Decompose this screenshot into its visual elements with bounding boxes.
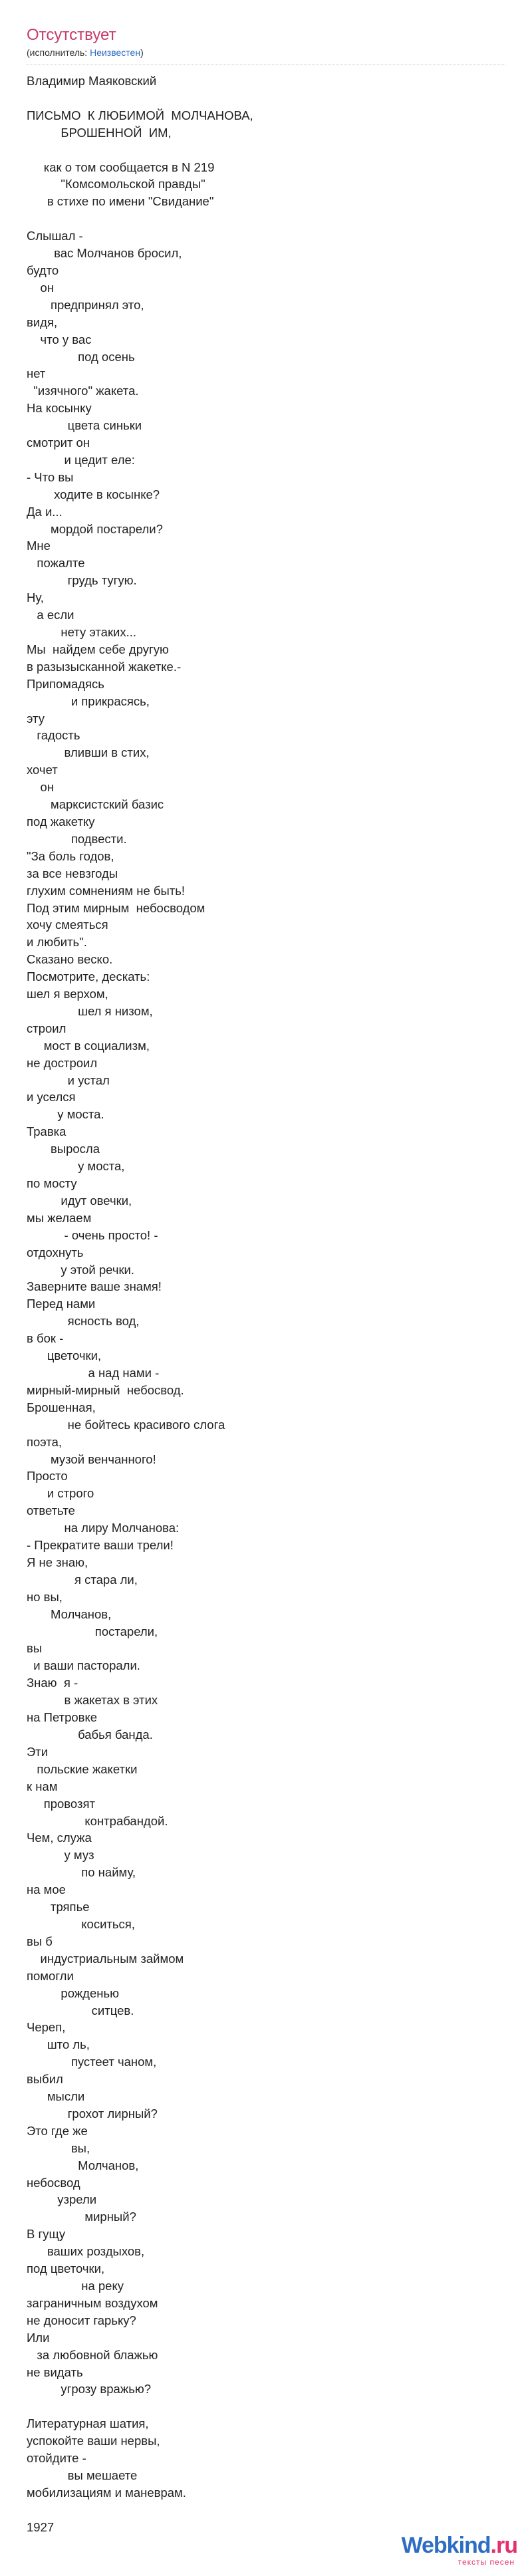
song-page bbox=[27, 25, 505, 2536]
artist-suffix: ) bbox=[140, 47, 144, 58]
site-watermark bbox=[378, 2533, 517, 2568]
watermark-domain: .ru bbox=[490, 2533, 517, 2558]
artist-prefix: (исполнитель: bbox=[27, 47, 90, 58]
artist-link[interactable]: Неизвестен bbox=[90, 47, 141, 58]
watermark-tagline: тексты песен bbox=[458, 2557, 515, 2567]
lyrics-text: Владимир Маяковский ПИСЬМО К ЛЮБИМОЙ МОЛЧАНОВА, БРОШЕННОЙ ИМ, как о том сообщается в N 219 "Комсомольской правды" в стихе по имени "Свидание" Слышал - вас Молчанов бросил, будто он предпринял это, видя, что у вас под осень нет "изячного" жакета. На косынку цвета синьки смотрит он и цедит еле: - Что вы ходите в косынке? Да и... мордой постарели? Мне пожалте грудь тугую. Ну, а если нету этаких... Мы найдем себе другую в разызысканной жакетке.- Припомадясь и прикрасясь, эту гадость вливши в стих, хочет он марксистский базис под жакетку подвести. "За боль годов, за все невзгоды глухим сомнениям не быть! Под этим мирным небосводом хочу смеяться и любить". Сказано веско. Посмотрите, дескать: шел я верхом, шел я низом, строил мост в социализм, не достроил и устал и уселся у моста. Травка выросла у моста, по мосту идут овечки, мы желаем - очень просто! - отдохнуть у этой речки. Заверните ваше знамя! Перед нами ясность вод, в бок - цветочки, а над нами - мирный-мирный небосвод. Брошенная, не бойтесь красивого слога поэта, музой венчанного! Просто и строго ответьте на лиру Молчанова: - Прекратите ваши трели! Я не знаю, я стара ли, но вы, Молчанов, постарели, вы и ваши пасторали. Знаю я - в жакетах в этих на Петровке бабья банда. Эти польские жакетки к нам провозят контрабандой. Чем, служа у муз по найму, на мое тряпье коситься, вы б индустриальным займом помогли рожденью ситцев. Череп, што ль, пустеет чаном, выбил мысли грохот лирный? Это где же вы, Молчанов, небосвод узрели мирный? В гущу ваших роздыхов, под цветочки, на реку заграничным воздухом не доносит гарьку? Или за любовной блажью не видать угрозу вражью? Литературная шатия, успокойте ваши нервы, отойдите - вы мешаете мобилизациям и маневрам. 1927 bbox=[27, 74, 253, 2534]
watermark-brand: Webkind bbox=[401, 2533, 491, 2558]
artist-line bbox=[27, 47, 505, 59]
watermark-logo bbox=[378, 2533, 517, 2557]
song-title: Отсутствует bbox=[27, 26, 116, 44]
